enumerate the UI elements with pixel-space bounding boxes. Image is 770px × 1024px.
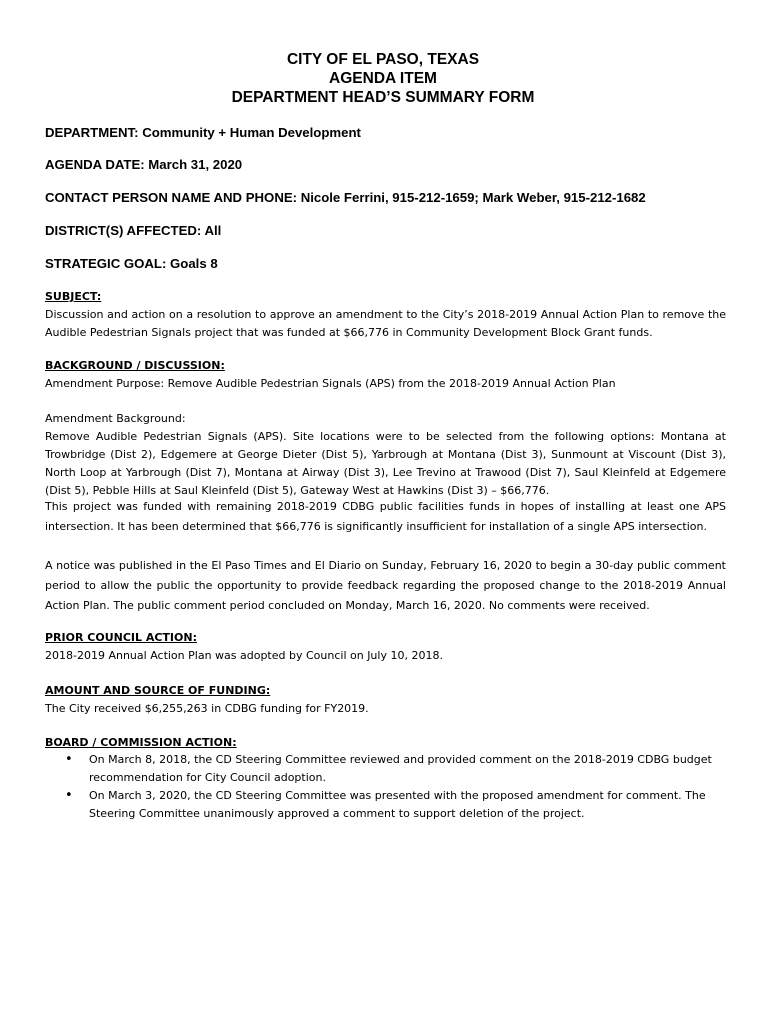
strategic-goal-field: STRATEGIC GOAL: Goals 8 [45,256,218,271]
funding-explanation-text: This project was funded with remaining 2018-2019 CDBG public facilities funds in hopes of installing at least one APS intersection. It has been determined that $66,776 is significantly insufficient for installation of a single APS intersection. [45,500,726,533]
background-heading: BACKGROUND / DISCUSSION: [45,359,225,372]
prior-council-action-section [45,629,726,665]
document-title-form-name: DEPARTMENT HEAD’S SUMMARY FORM [231,89,535,106]
bullet-icon: • [65,752,73,767]
amendment-purpose-text: Amendment Purpose: Remove Audible Pedestrian Signals (APS) from the 2018-2019 Annual Action Plan [45,377,616,390]
department-field: DEPARTMENT: Community + Human Development [45,125,361,140]
prior-council-action-text: 2018-2019 Annual Action Plan was adopted by Council on July 10, 2018. [45,649,443,662]
list-item [45,751,726,787]
list-item [45,787,726,823]
document-title-city: CITY OF EL PASO, TEXAS [286,51,480,68]
list-item-text: On March 8, 2018, the CD Steering Committee reviewed and provided comment on the 2018-2019 CDBG budget recommendation for City Council adoption. [89,753,712,784]
subject-text: Discussion and action on a resolution to approve an amendment to the City’s 2018-2019 Annual Action Plan to remove the Audible Pedestrian Signals project that was funded at $66,776 in Community Development Block Grant funds. [45,308,726,339]
funding-section [45,682,726,718]
contact-person-field: CONTACT PERSON NAME AND PHONE: Nicole Ferrini, 915-212-1659; Mark Weber, 915-212-1682 [45,190,646,205]
board-commission-list [45,751,726,823]
list-item-text: On March 3, 2020, the CD Steering Committee was presented with the proposed amendment for comment. The Steering Committee unanimously approved a comment to support deletion of the project. [89,789,706,820]
districts-affected-field: DISTRICT(S) AFFECTED: All [45,223,222,238]
prior-council-action-heading: PRIOR COUNCIL ACTION: [45,631,197,644]
document-title-agenda-item: AGENDA ITEM [329,70,437,87]
amendment-background-text: Remove Audible Pedestrian Signals (APS). Site locations were to be selected from the following options: Montana at Trowbridge (Dist 2), Edgemere at George Dieter (Dist 5), Yarbrough at Montana (Dist 3), Sunmount at Viscount (Dist 3), North Loop at Yarbrough (Dist 7), Montana at Airway (Dist 3), Lee Trevino at Trawood (Dist 7), Saul Kleinfeld at Edgemere (Dist 5), Pebble Hills at Saul Kleinfeld (Dist 5), Gateway West at Hawkins (Dist 3) – $66,776. [45,430,726,497]
subject-heading: SUBJECT: [45,290,102,303]
agenda-date-field: AGENDA DATE: March 31, 2020 [45,157,243,172]
funding-heading: AMOUNT AND SOURCE OF FUNDING: [45,684,271,697]
subject-section [45,288,726,342]
board-commission-heading: BOARD / COMMISSION ACTION: [45,736,237,749]
board-commission-heading-block [45,734,726,752]
amendment-background-label: Amendment Background: [45,412,186,425]
public-notice-text: A notice was published in the El Paso Times and El Diario on Sunday, February 16, 2020 to begin a 30-day public comment period to allow the public the opportunity to provide feedback regarding the proposed change to the 2018-2019 Annual Action Plan. The public comment period concluded on Monday, March 16, 2020. No comments were received. [45,559,726,612]
background-section [45,357,726,393]
funding-text: The City received $6,255,263 in CDBG funding for FY2019. [45,702,369,715]
bullet-icon: • [65,788,73,803]
